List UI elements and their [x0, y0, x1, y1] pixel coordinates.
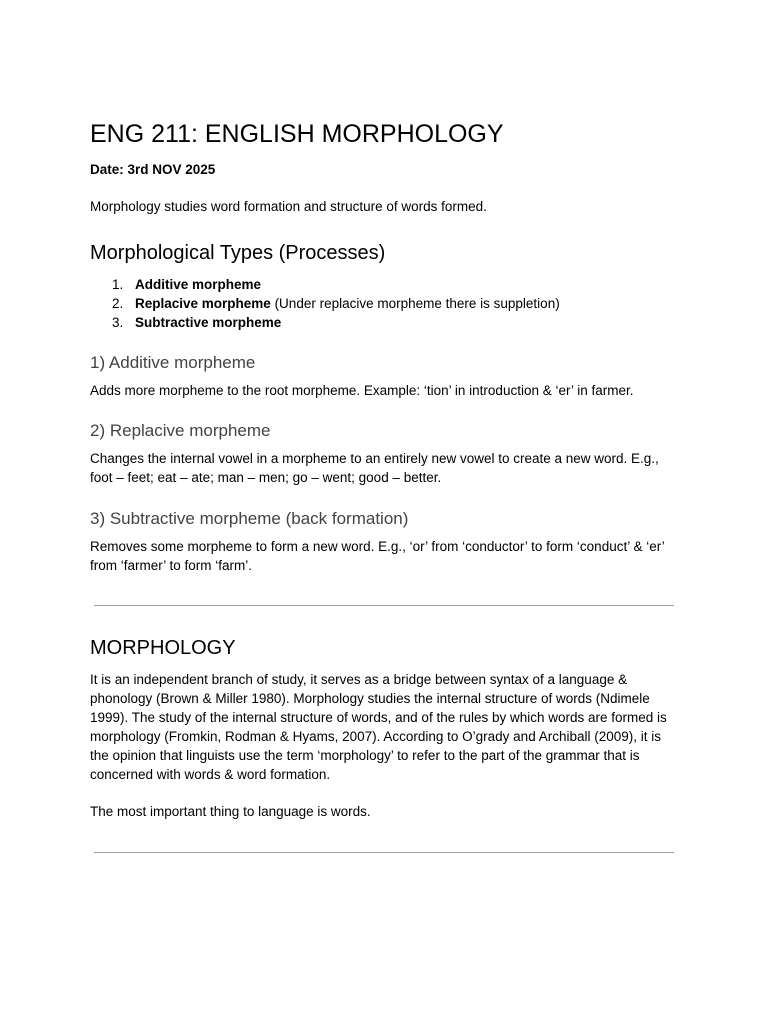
list-term: Subtractive morpheme: [135, 315, 282, 330]
date-line: Date: 3rd NOV 2025: [90, 162, 216, 177]
replacive-heading: 2) Replacive morpheme: [90, 421, 271, 440]
horizontal-divider: [94, 852, 674, 853]
intro-paragraph: Morphology studies word formation and structure of words formed.: [90, 199, 487, 214]
subtractive-heading: 3) Subtractive morpheme (back formation): [90, 509, 409, 528]
document-title: ENG 211: ENGLISH MORPHOLOGY: [90, 120, 504, 148]
closing-sentence: The most important thing to language is words.: [90, 804, 371, 819]
morphology-paragraph: It is an independent branch of study, it serves as a bridge between syntax of a language & phonology (Brown & Miller 1980). Morphology studies the internal structure of words (Ndimele 1999). The study of the internal structure of words, and of the rules by which words are formed is morphology (Fromkin, Rodman & Hyams, 2007). According to O’grady and Archiball (2009), it is the opinion that linguists use the term ‘morphology’ to refer to the part of the grammar that is concerned with words & word formation.: [90, 672, 667, 782]
list-note: (Under replacive morpheme there is suppletion): [270, 296, 560, 311]
types-heading: Morphological Types (Processes): [90, 242, 386, 264]
additive-paragraph: Adds more morpheme to the root morpheme. Example: ‘tion’ in introduction & ‘er’ in farmer.: [90, 383, 634, 398]
list-term: Additive morpheme: [135, 277, 262, 292]
replacive-paragraph: Changes the internal vowel in a morpheme to an entirely new vowel to create a new word. E.g., foot – feet; eat – ate; man – men; go – went; good – better.: [90, 451, 659, 485]
additive-heading: 1) Additive morpheme: [90, 353, 256, 372]
types-list: [90, 275, 560, 332]
list-number: 2.: [112, 296, 124, 311]
list-number: 1.: [112, 277, 124, 292]
horizontal-divider: [94, 605, 674, 606]
subtractive-paragraph: Removes some morpheme to form a new word. E.g., ‘or’ from ‘conductor’ to form ‘conduct’ & ‘er’ from ‘farmer’ to form ‘farm’.: [90, 539, 665, 573]
list-term: Replacive morpheme: [135, 296, 271, 311]
list-number: 3.: [112, 315, 124, 330]
list-item: [90, 275, 560, 294]
morphology-heading: MORPHOLOGY: [90, 637, 236, 659]
list-item: [90, 294, 560, 313]
list-item: [90, 313, 560, 332]
